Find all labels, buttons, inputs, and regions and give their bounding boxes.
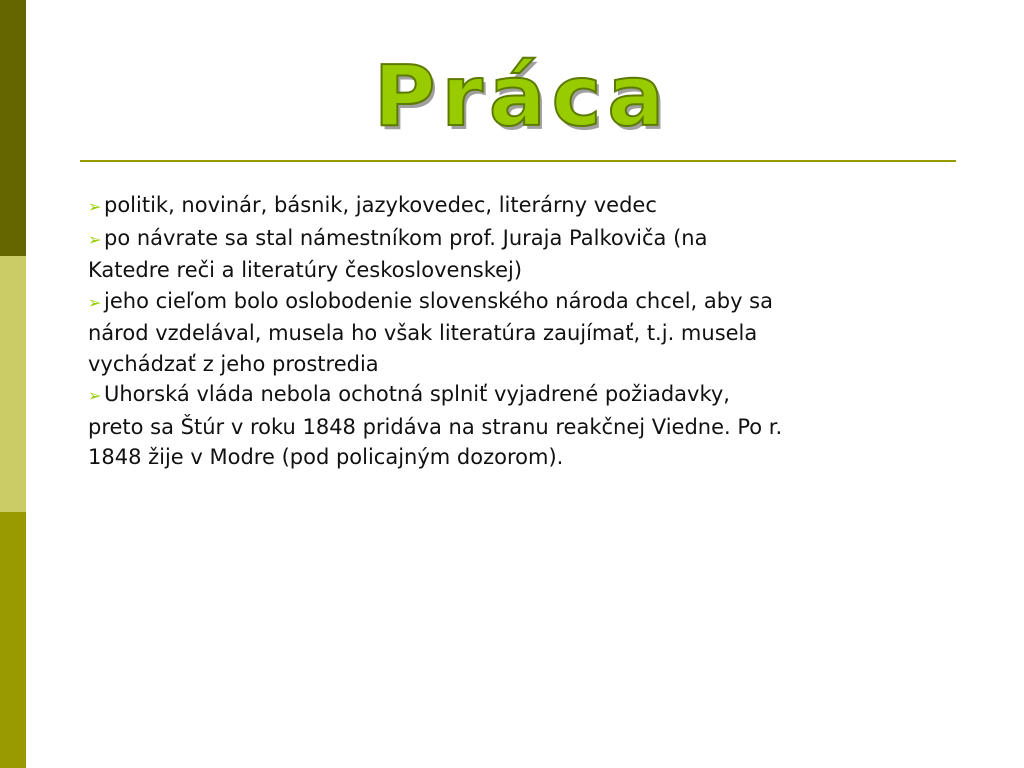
bullet-item (88, 190, 788, 223)
slide-title: Práca (373, 47, 671, 145)
arrowhead-bullet-icon: ➢ (88, 292, 102, 312)
bullet-item (88, 286, 788, 380)
bullet-text: jeho cieľom bolo oslobodenie slovenského národa chcel, aby sa národ vzdelával, musela ho však literatúra zaujímať, t.j. musela vychádzať z jeho prostredia (88, 288, 773, 376)
bullet-list (88, 190, 788, 473)
arrowhead-bullet-icon: ➢ (88, 229, 102, 249)
bullet-text: politik, novinár, básnik, jazykovedec, literárny vedec (104, 193, 657, 217)
bullet-text: po návrate sa stal námestníkom prof. Juraja Palkoviča (na Katedre reči a literatúry československej) (88, 225, 708, 282)
title-divider (80, 160, 956, 162)
arrowhead-bullet-icon: ➢ (88, 197, 102, 216)
sidebar-segment-medium (0, 512, 26, 768)
bullet-text: Uhorská vláda nebola ochotná splniť vyjadrené požiadavky, preto sa Štúr v roku 1848 pridáva na stranu reakčnej Viedne. Po r. 1848 žije v Modre (pod policajným dozorom). (88, 382, 783, 469)
bullet-item (88, 379, 788, 473)
bullet-item (88, 223, 788, 286)
arrowhead-bullet-icon: ➢ (88, 386, 102, 405)
sidebar-segment-light (0, 256, 26, 512)
